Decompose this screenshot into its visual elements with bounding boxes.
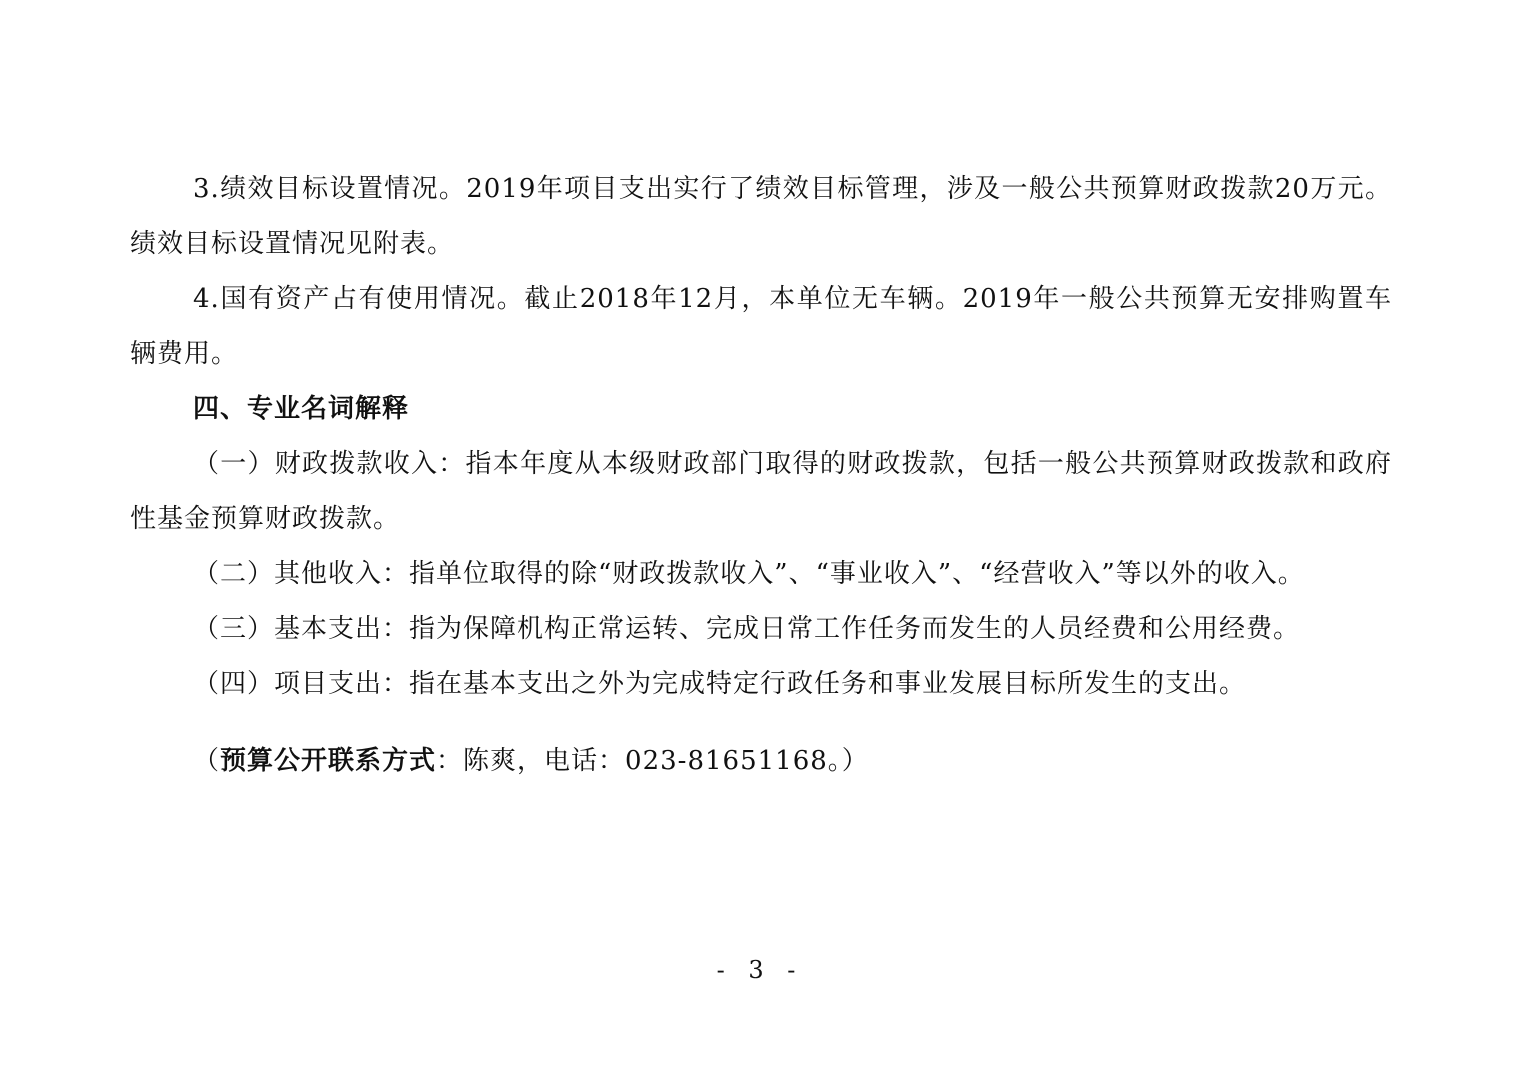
contact-open-paren: （	[193, 746, 221, 776]
page-number: - 3 -	[716, 956, 804, 984]
contact-close-paren: ）	[841, 746, 869, 776]
section-heading-terms: 四、专业名词解释	[193, 394, 410, 424]
paragraph-state-assets: 4.国有资产占有使用情况。截止2018年12月，本单位无车辆。2019年一般公共预算无安排购置车辆费用。	[130, 284, 1392, 369]
paragraph-performance-targets: 3.绩效目标设置情况。2019年项目支出实行了绩效目标管理，涉及一般公共预算财政拨款20万元。绩效目标设置情况见附表。	[130, 174, 1392, 259]
definition-other-income: （二）其他收入：指单位取得的除“财政拨款收入”、“事业收入”、“经营收入”等以外的收入。	[193, 559, 1305, 589]
contact-value: 陈爽，电话：023-81651168。	[463, 746, 842, 776]
definition-basic-expenditure: （三）基本支出：指为保障机构正常运转、完成日常工作任务而发生的人员经费和公用经费。	[193, 614, 1301, 644]
definition-project-expenditure: （四）项目支出：指在基本支出之外为完成特定行政任务和事业发展目标所发生的支出。	[193, 669, 1247, 699]
budget-contact-line	[193, 734, 869, 789]
document-body	[130, 162, 1392, 712]
contact-label: 预算公开联系方式	[220, 746, 437, 776]
definition-fiscal-appropriation: （一）财政拨款收入：指本年度从本级财政部门取得的财政拨款，包括一般公共预算财政拨款和政府性基金预算财政拨款。	[130, 449, 1392, 534]
contact-colon: ：	[436, 746, 464, 776]
